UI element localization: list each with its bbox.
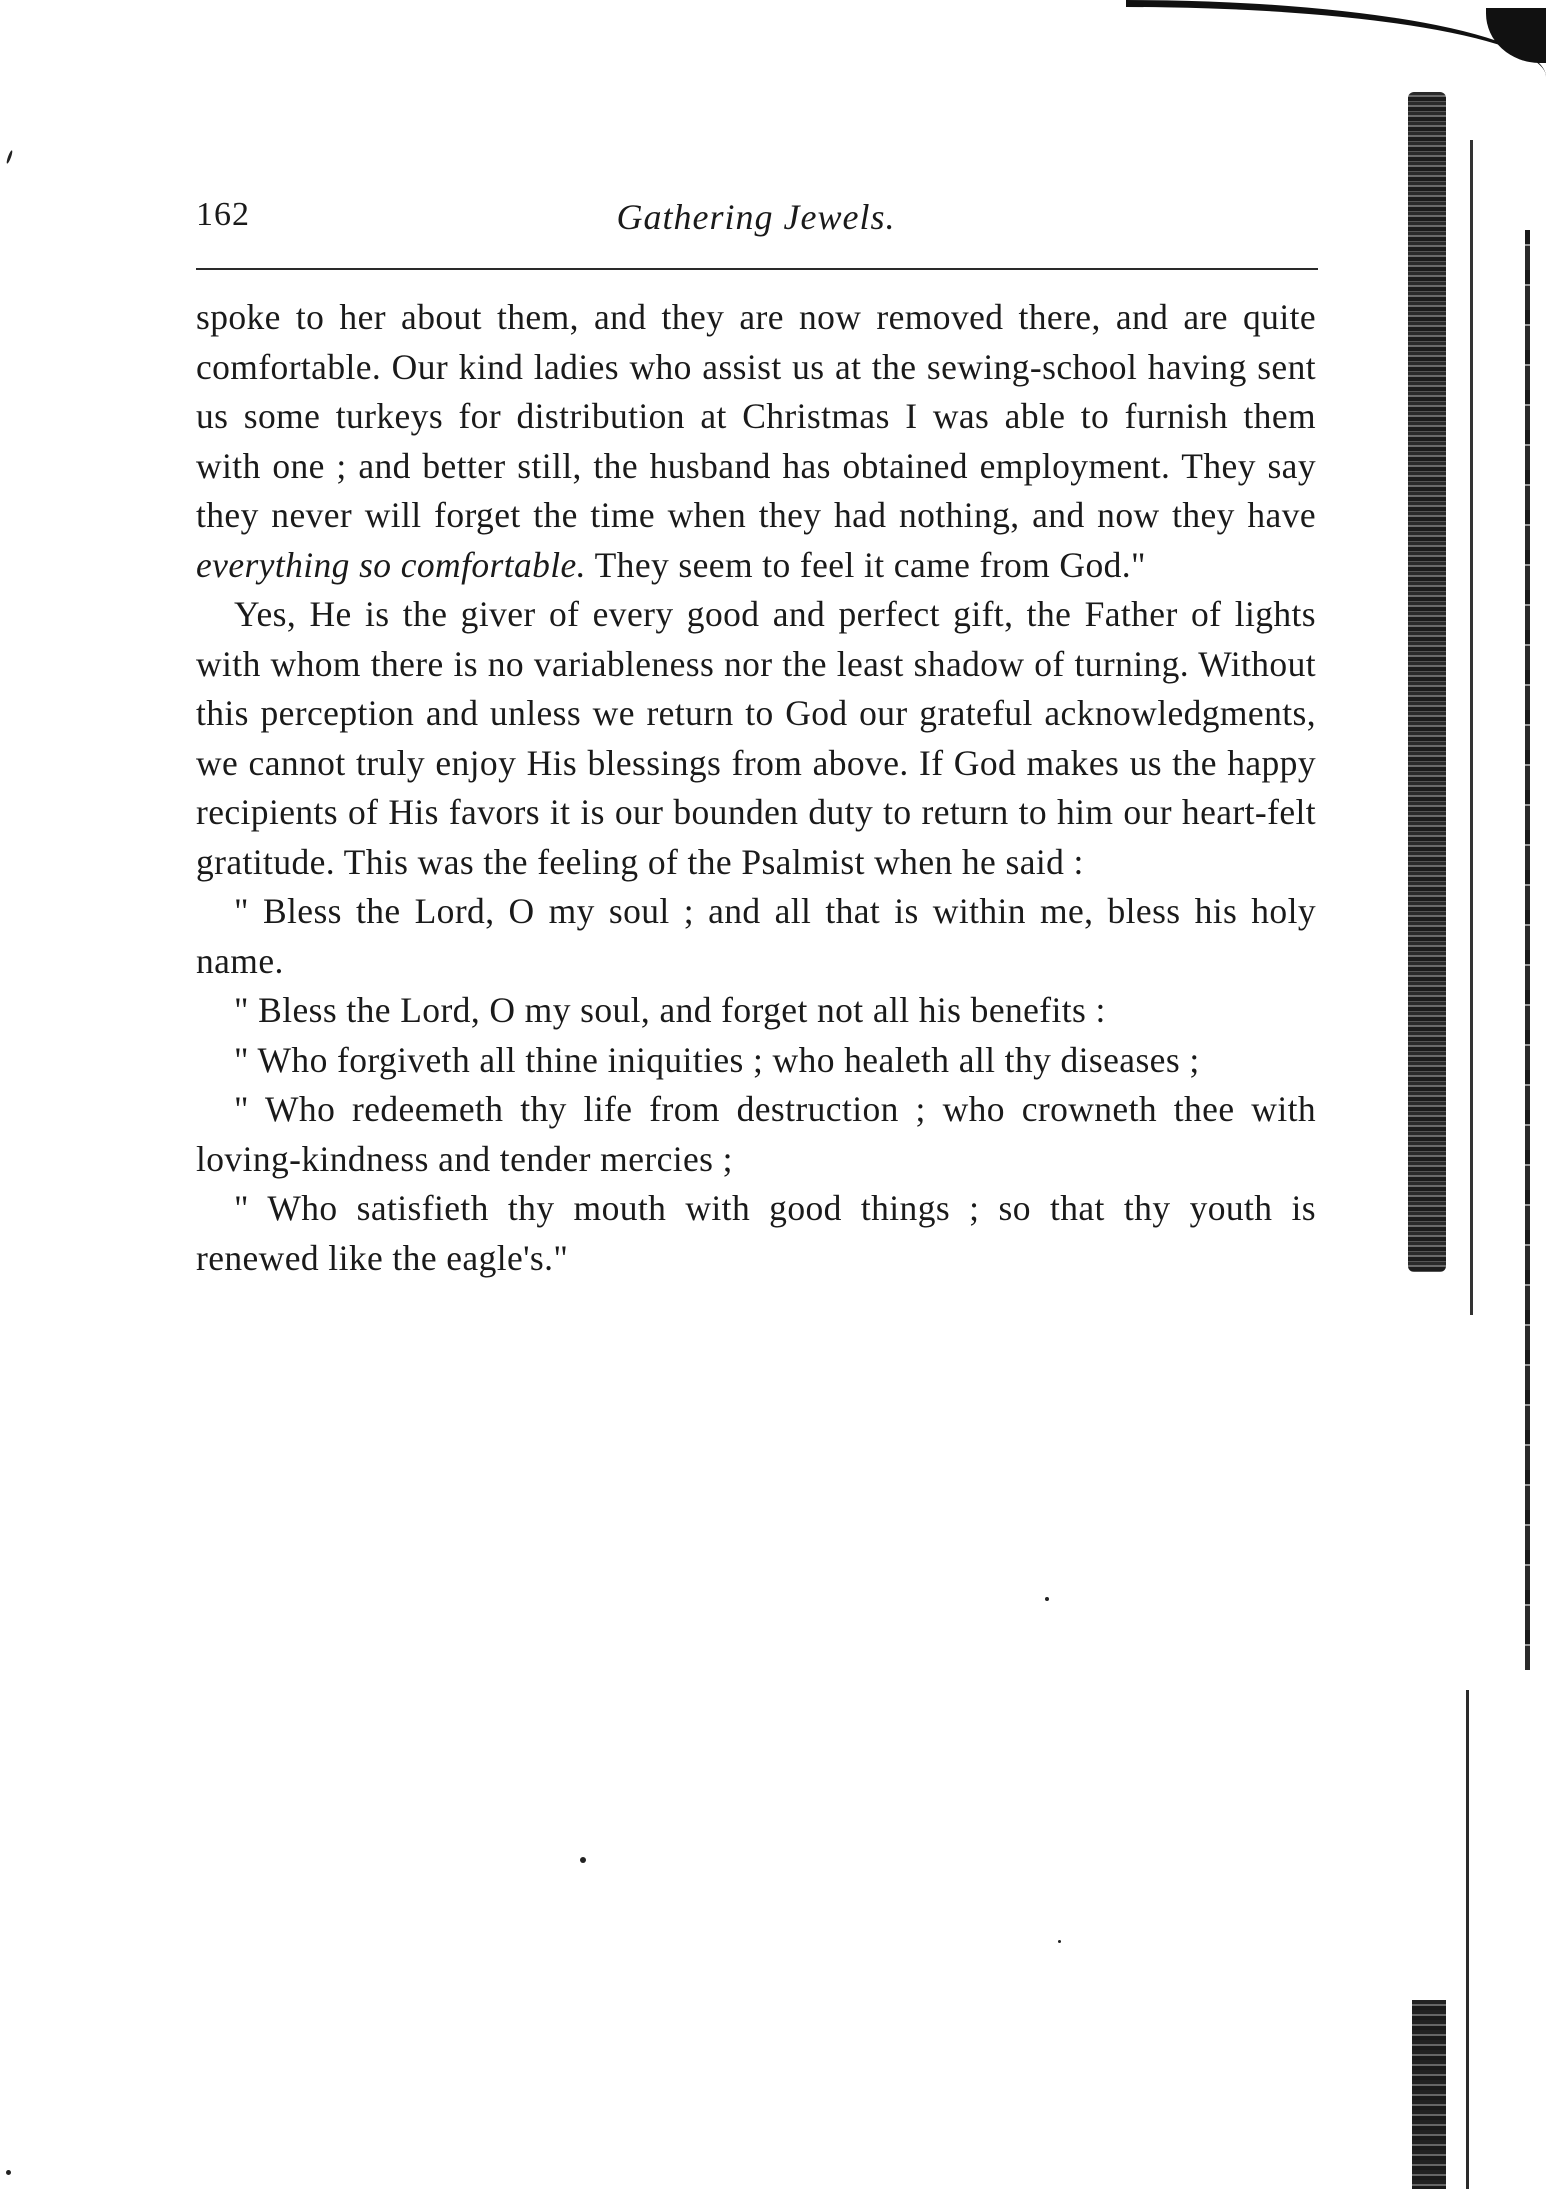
body-text: [196, 293, 1316, 1283]
header-rule: [196, 268, 1318, 270]
page-corner-shadow: [1126, 0, 1546, 77]
psalm-verse: " Bless the Lord, O my soul, and forget not all his benefits :: [234, 990, 1106, 1030]
psalm-verse: " Who satisfieth thy mouth with good things ; so that thy youth is renewed like the eagle's.": [196, 1188, 1316, 1278]
page-number: 162: [196, 196, 250, 233]
page-edge-lower: [1466, 1690, 1469, 2189]
psalm-verse: " Bless the Lord, O my soul ; and all that is within me, bless his holy name.: [196, 891, 1316, 981]
psalm-verse: " Who forgiveth all thine iniquities ; who healeth all thy diseases ;: [234, 1039, 1200, 1080]
paragraph-text: They seem to feel it came from God.": [585, 544, 1146, 585]
scan-speck: [1058, 1940, 1061, 1943]
psalm-verse: " Who redeemeth thy life from destruction ; who crowneth thee with loving-kindness and tender mercies ;: [196, 1089, 1316, 1179]
scan-speck: [580, 1857, 586, 1863]
page-edge-outer: [1525, 230, 1530, 1670]
binding-edge-bottom: [1412, 2000, 1446, 2189]
italic-emphasis: everything so comfortable.: [196, 544, 586, 585]
scan-speck: [6, 2170, 11, 2175]
scan-speck: [1045, 1597, 1049, 1601]
running-title: Gathering Jewels.: [616, 197, 896, 237]
scan-speck: [6, 150, 14, 164]
binding-edge: [1408, 92, 1446, 1272]
paragraph: [196, 293, 1316, 590]
page-edge-line: [1470, 140, 1473, 1315]
running-header: [196, 196, 1316, 246]
paragraph: Yes, He is the giver of every good and perfect gift, the Father of lights with whom there is no variableness nor the least shadow of turning. Without this perception and unless we return to God our grateful acknowledgments, we cannot truly enjoy His blessings from above. If God makes us the happy recipients of His favors it is our bounden duty to return to him our heart-felt gratitude. This was the feeling of the Psalmist when he said :: [196, 594, 1316, 882]
paragraph-text: spoke to her about them, and they are now removed there, and are quite comfortable. Our kind ladies who assist us at the sewing-school having sent us some turkeys for distribution at Christmas I was able to furnish them with one ; and better still, the husband has obtained employment. They say they never will forget the time when they had nothing, and now they have: [196, 297, 1316, 535]
